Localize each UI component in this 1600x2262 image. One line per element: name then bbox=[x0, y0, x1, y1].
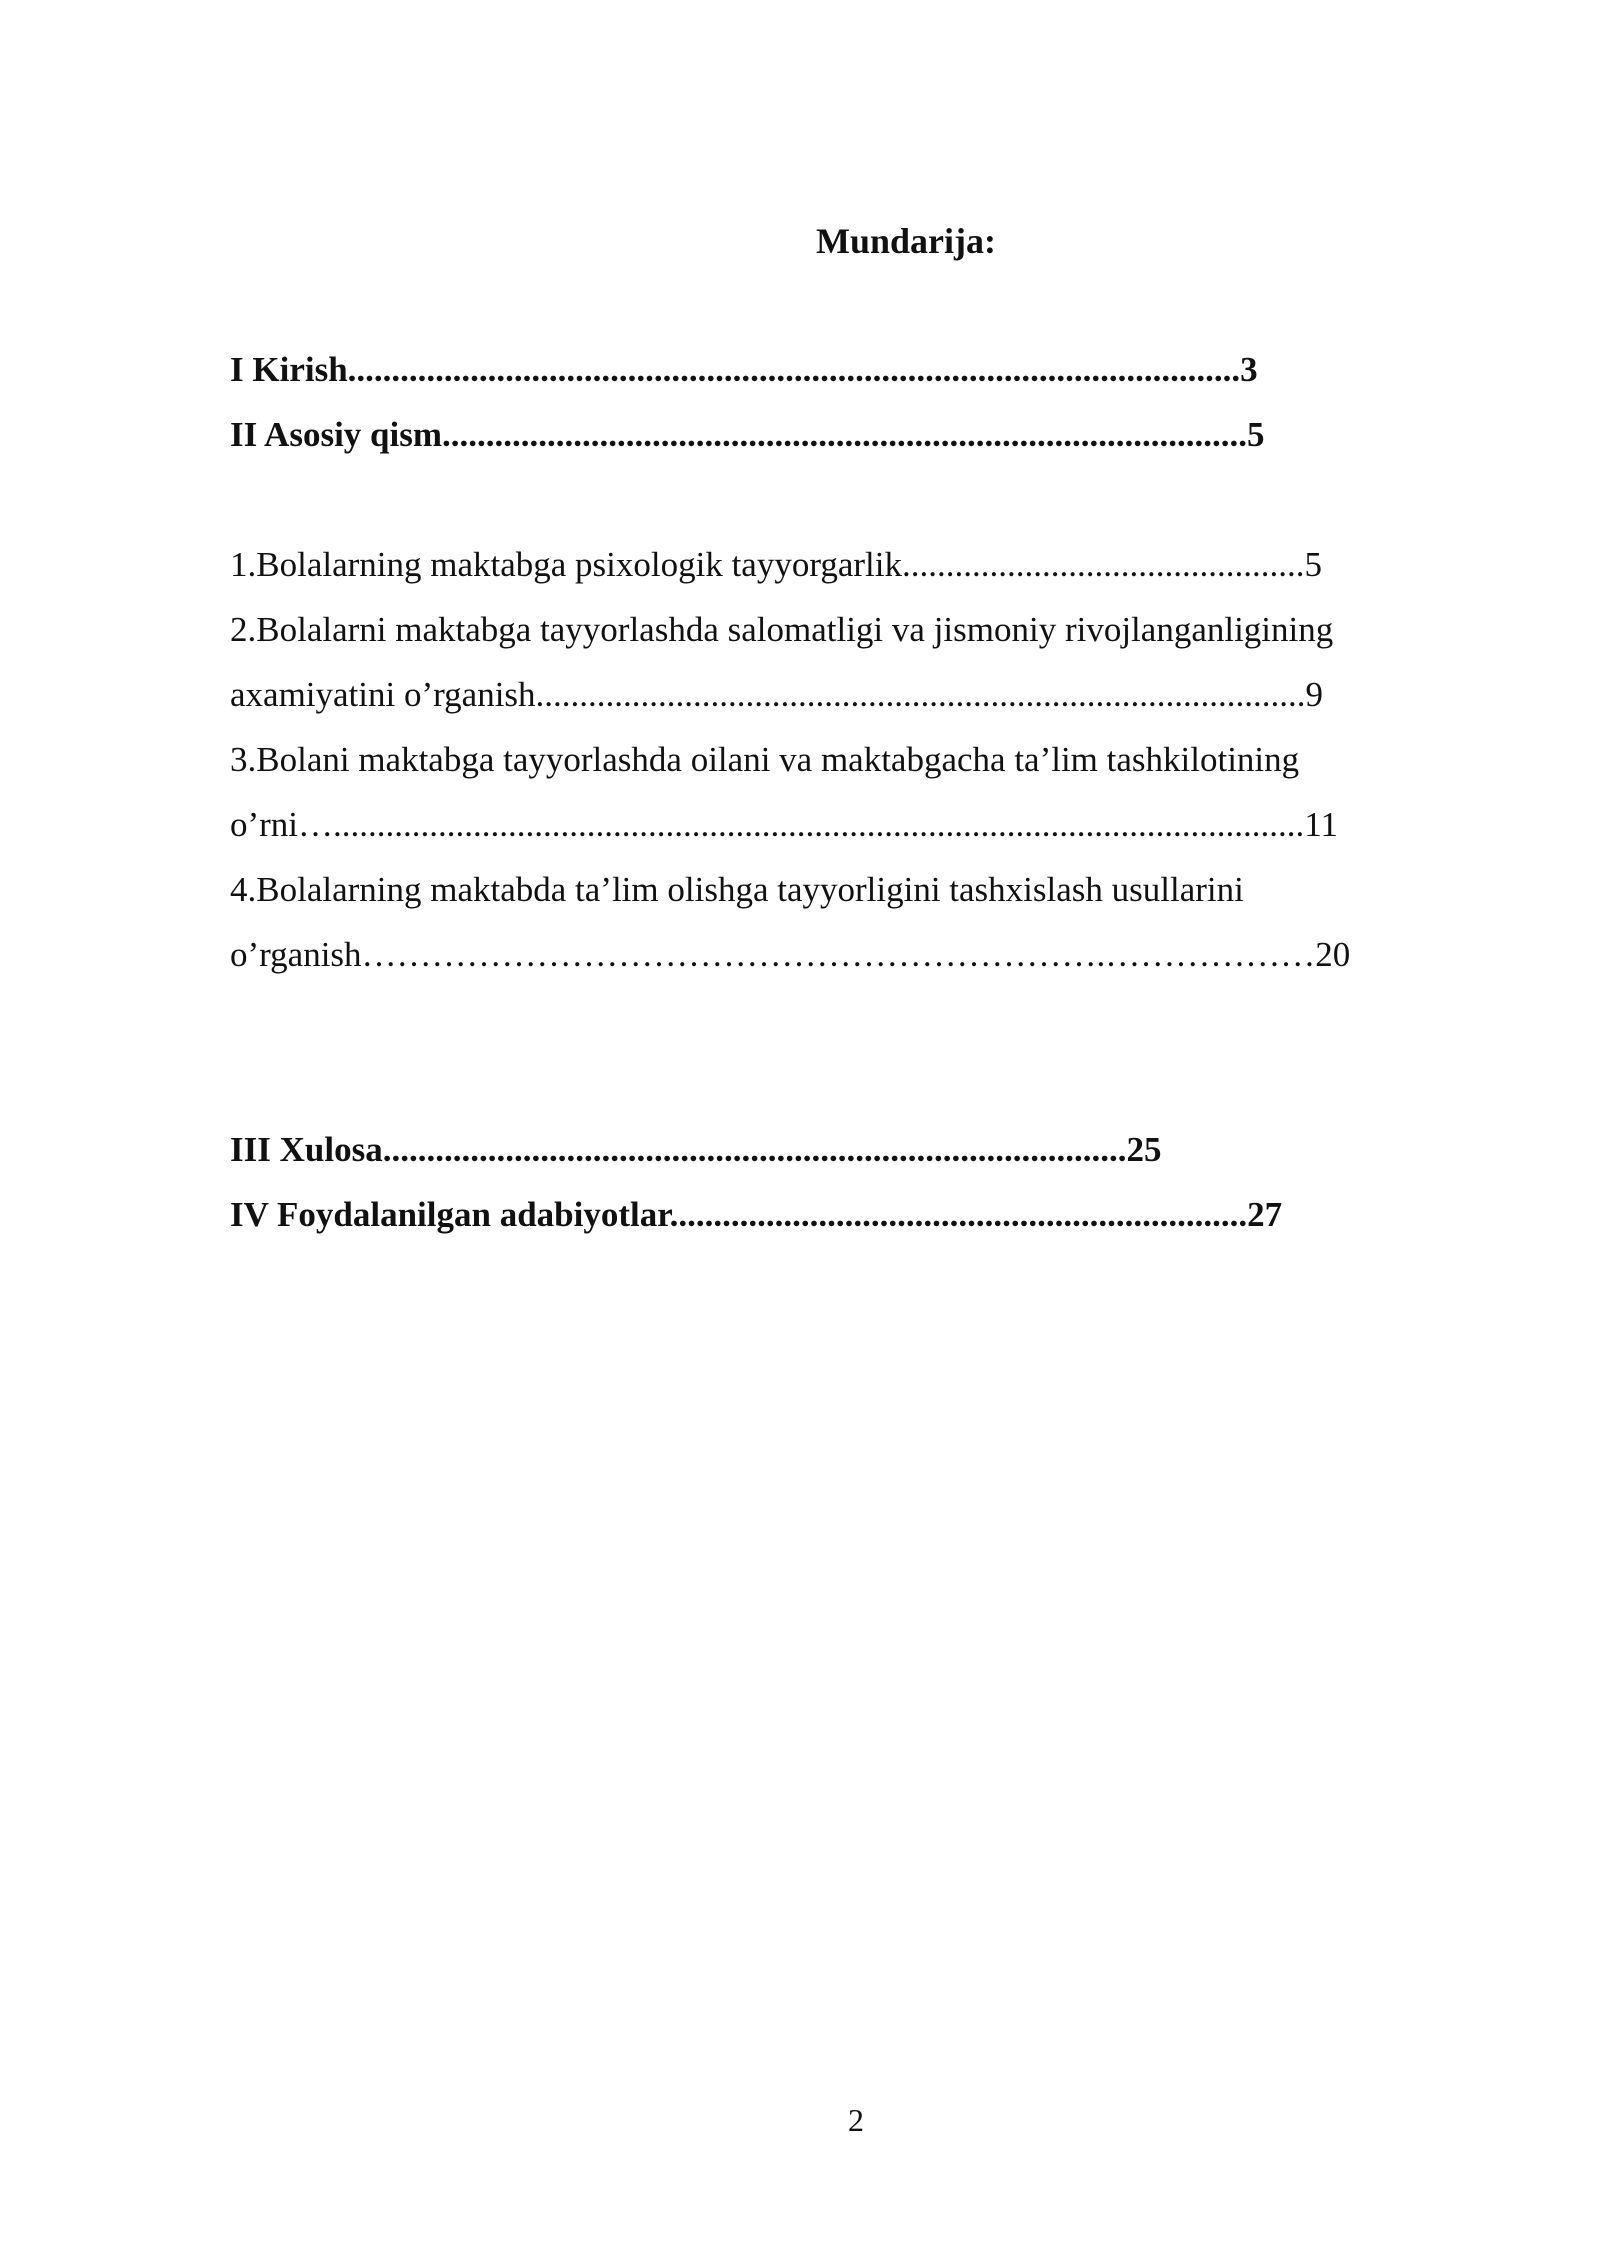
toc-entry-3-line1: 3.Bolani maktabga tayyorlashda oilani va maktabgacha ta’lim tashkilotining bbox=[230, 740, 1300, 779]
toc-entry-adabiyotlar: IV Foydalanilgan adabiyotlar..................................................................27 bbox=[230, 1195, 1283, 1234]
page-title: Mundarija: bbox=[816, 221, 996, 261]
toc-entry-4-line1: 4.Bolalarning maktabda ta’lim olishga tayyorligini tashxislash usullarini bbox=[230, 870, 1244, 909]
toc-entry-asosiy-qism: II Asosiy qism............................................................................................5 bbox=[230, 415, 1265, 454]
toc-entry-xulosa: III Xulosa.....................................................................................25 bbox=[230, 1130, 1162, 1169]
toc-entry-2-line2: axamiyatini o’rganish........................................................................................9 bbox=[230, 675, 1324, 714]
toc-entry-4-line2: o’rganish……………………………………………………….………………20 bbox=[230, 935, 1351, 974]
toc-entry-2-line1: 2.Bolalarni maktabga tayyorlashda salomatligi va jismoniy rivojlanganligining bbox=[230, 610, 1334, 649]
toc-entry-1: 1.Bolalarning maktabga psixologik tayyorgarlik..............................................5 bbox=[230, 545, 1323, 584]
toc-entry-kirish: I Kirish......................................................................................................3 bbox=[230, 350, 1258, 389]
toc-entry-3-line2: o’rni…...............................................................................................................11 bbox=[230, 805, 1338, 844]
page-number: 2 bbox=[848, 2102, 864, 2138]
